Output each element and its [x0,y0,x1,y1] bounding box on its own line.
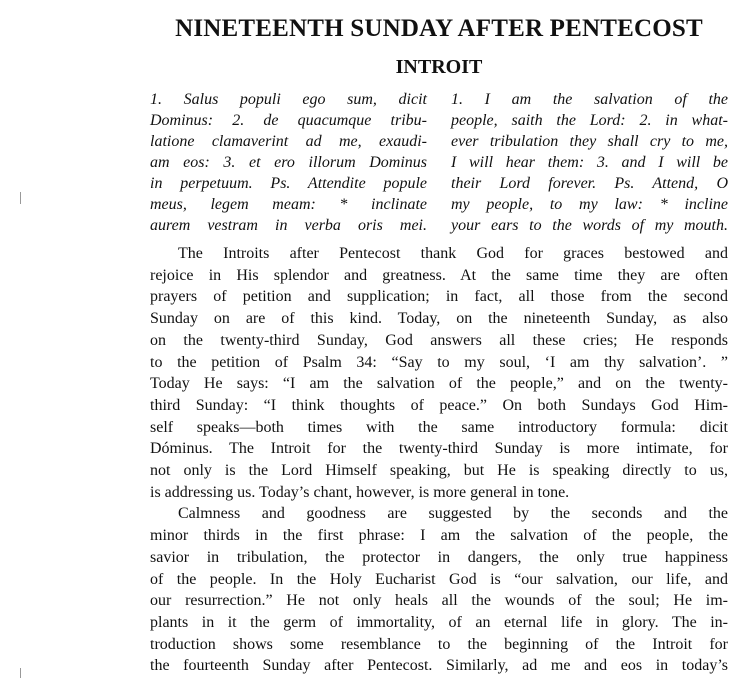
section-heading: INTROIT [395,56,483,78]
paragraph-2-line: Calmness and goodness are suggested by the seconds and the [178,505,728,523]
english-line: people, saith the Lord: 2. in what- [451,112,728,129]
paragraph-1-line: is addressing us. Today’s chant, however, is more general in tone. [150,483,570,501]
paragraph-1-line: The Introits after Pentecost thank God for graces bestowed and [178,245,728,262]
paragraph-1-line: self speaks—both times with the same introductory formula: dicit [150,418,728,436]
english-line: your ears to the words of my mouth. [451,217,728,234]
english-line: I will hear them: 3. and I will be [451,154,728,171]
paragraph-1-line: on the twenty-third Sunday, God answers all these cries; He responds [150,331,728,349]
margin-mark-bottom [20,668,21,678]
latin-column [150,89,427,236]
paragraph-2-line: the fourteenth Sunday after Pentecost. Similarly, ad me and eos in today’s [150,657,728,675]
paragraph-1-line: Today He says: “I am the salvation of the people,” and on the twenty- [150,375,728,393]
latin-line: meus, legem meam: * inclinate [150,196,427,213]
paragraph-2-line: minor thirds in the first phrase: I am the salvation of the people, the [150,527,728,545]
paragraph-1-line: Dóminus. The Introit for the twenty-third Sunday is more intimate, for [150,440,728,458]
latin-line: in perpetuum. Ps. Attendite popule [150,175,427,192]
paragraph-1-line: rejoice in His splendor and greatness. At the same time they are often [150,266,728,284]
commentary [150,243,728,677]
paragraph-1-line: third Sunday: “I think thoughts of peace.” On both Sundays God Him- [150,396,728,414]
paragraph-1-line: not only is the Lord Himself speaking, but He is speaking directly to us, [150,462,728,480]
english-column [451,89,728,236]
paragraph-2-line: savior in tribulation, the protector in dangers, the only true happiness [150,548,728,566]
english-line: 1. I am the salvation of the [451,91,728,108]
paragraph-2-line: our resurrection.” He not only heals all the wounds of the soul; He im- [150,592,728,610]
paragraph-2-line: of the people. In the Holy Eucharist God is “our salvation, our life, and [150,570,728,588]
latin-line: Dominus: 2. de quacumque tribu- [150,112,427,129]
introit-columns [150,89,728,236]
paragraph-1-line: to the petition of Psalm 34: “Say to my soul, ‘I am thy salvation’. ” [150,353,728,371]
paragraph-1-line: prayers of petition and supplication; in fact, all those from the second [150,288,728,306]
paragraph-2-line: plants in it the germ of immortality, of an eternal life in glory. The in- [150,613,728,631]
english-line: my people, to my law: * incline [451,196,728,213]
margin-mark-top [20,192,21,204]
paragraph-2-line: troduction shows some resemblance to the beginning of the Introit for [150,635,728,653]
page-title: NINETEENTH SUNDAY AFTER PENTECOST [175,15,703,42]
latin-line: am eos: 3. et ero illorum Dominus [150,154,427,171]
paragraph-1-line: Sunday on are of this kind. Today, on the nineteenth Sunday, as also [150,310,728,328]
english-line: ever tribulation they shall cry to me, [451,133,728,150]
latin-line: aurem vestram in verba oris mei. [150,217,427,234]
latin-line: 1. Salus populi ego sum, dicit [150,91,427,108]
latin-line: latione clamaverint ad me, exaudi- [150,133,427,150]
english-line: their Lord forever. Ps. Attend, O [451,175,728,192]
